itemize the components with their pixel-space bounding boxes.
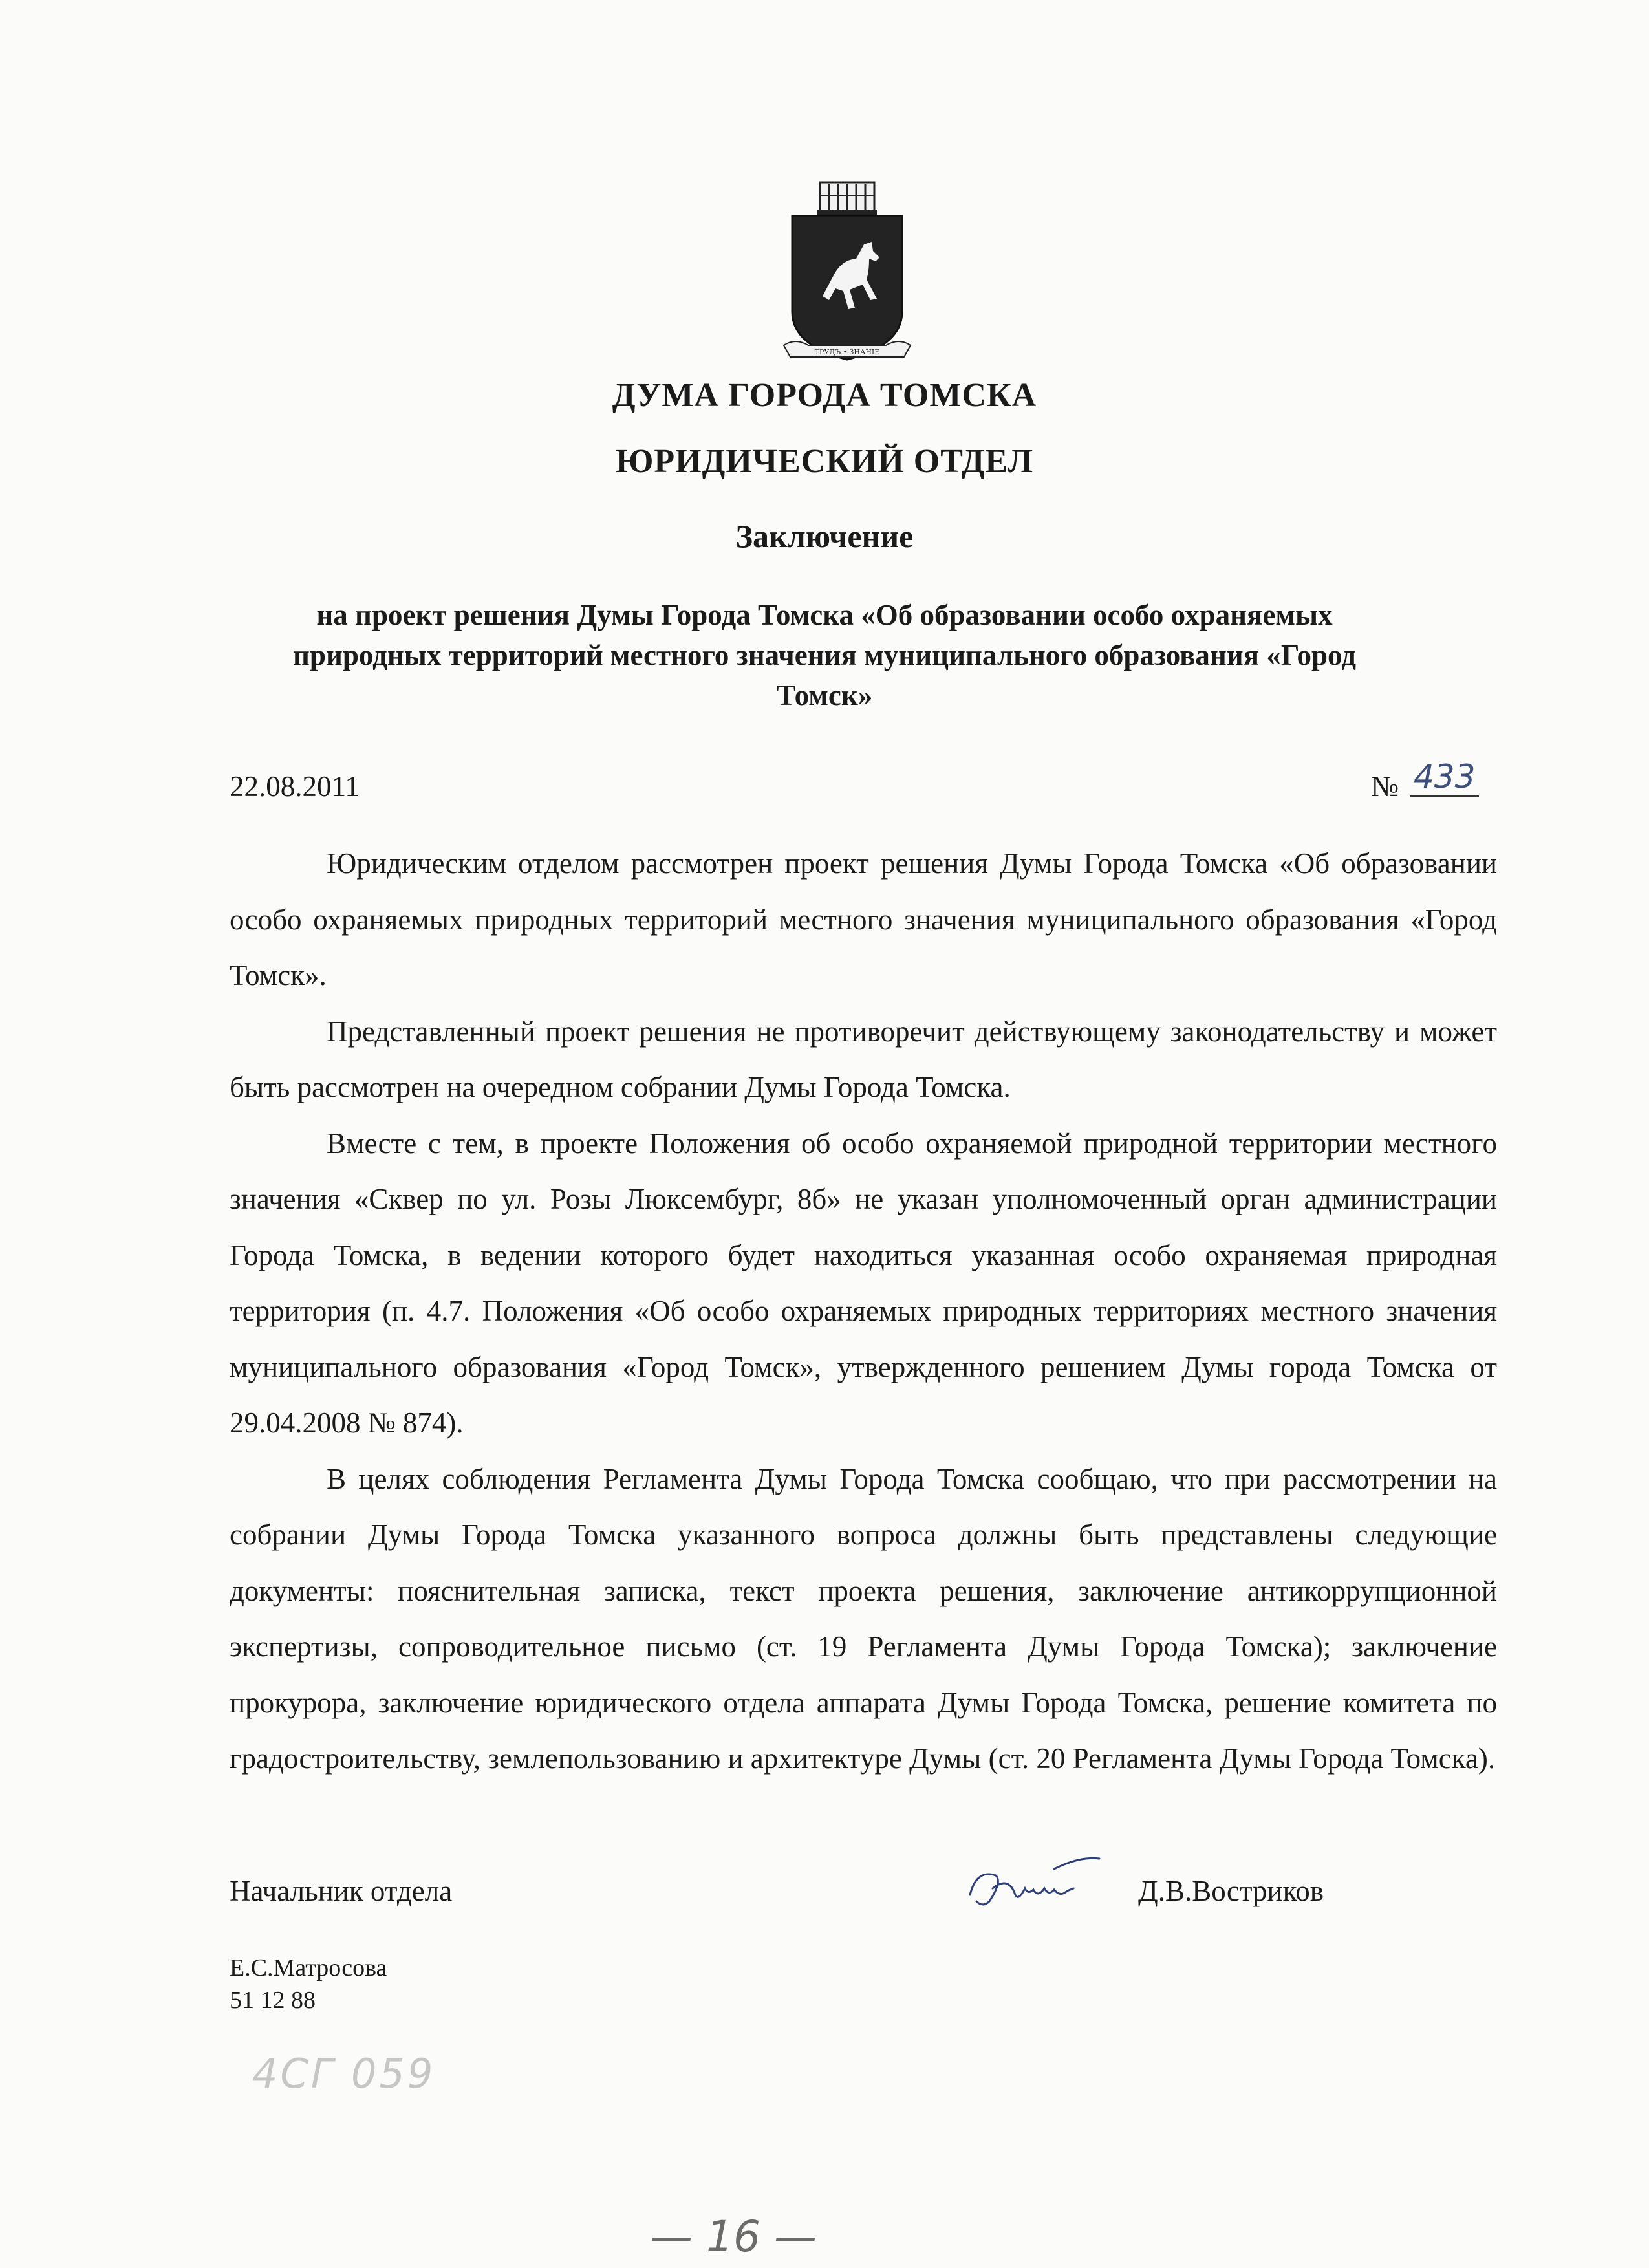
paragraph: Юридическим отделом рассмотрен проект решения Думы Города Томска «Об образовании особо охраняемых природных территорий местного значения муниципального образования «Город Томск».	[230, 847, 1497, 991]
paragraph: В целях соблюдения Регламента Думы Города Томска сообщаю, что при рассмотрении на собрании Думы Города Томска указанного вопроса должны быть представлены следующие документы: пояснительная записка, текст проекта решения, заключение антикоррупционной экспертизы, сопроводительное письмо (ст. 19 Регламента Думы Города Томска); заключение прокурора, заключение юридического отдела аппарата Думы Города Томска, решение комитета по градостроительству, землепользованию и архитектуре Думы (ст. 20 Регламента Думы Города Томска).	[230, 1462, 1497, 1775]
paragraph: Вместе с тем, в проекте Положения об особо охраняемой природной территории местного значения «Сквер по ул. Розы Люксембург, 8б» не указан уполномоченный орган администрации Города Томска, в ведении которого будет находиться указанная особо охраняемая природная территория (п. 4.7. Положения «Об особо охраняемых природных территориях местного значения муниципального образования «Город Томск», утвержденного решением Думы города Томска от 29.04.2008 № 874).	[230, 1127, 1497, 1439]
tomsk-coat-of-arms-icon	[782, 176, 912, 370]
page-number: — 16 —	[650, 2212, 817, 2262]
signatory-role: Начальник отдела	[230, 1875, 453, 1907]
department-title: ЮРИДИЧЕСКИЙ ОТДЕЛ	[615, 443, 1034, 480]
executor-info	[230, 1952, 387, 2016]
executor-phone: 51 12 88	[230, 1987, 316, 2014]
document-number: 433	[1410, 758, 1479, 797]
document-date: 22.08.2011	[230, 770, 360, 803]
crown-icon	[817, 182, 877, 215]
number-label: №	[1371, 770, 1399, 803]
document-type: Заключение	[735, 518, 914, 554]
motto-text: ТРУДЪ • ЗНАНІЕ	[814, 348, 880, 356]
body-text	[230, 836, 1497, 1787]
signatory-name: Д.В.Востриков	[1138, 1875, 1324, 1907]
executor-name: Е.С.Матросова	[230, 1954, 387, 1982]
handwritten-registration-number: 4СГ 059	[252, 2050, 436, 2097]
document-subject: на проект решения Думы Города Томска «Об образовании особо охраняемых природных территорий местного значения муниципального образования «Город Томск»	[292, 599, 1357, 711]
paragraph: Представленный проект решения не противоречит действующему законодательству и может быть рассмотрен на очередном собрании Думы Города Томска.	[230, 1015, 1497, 1103]
organization-title: ДУМА ГОРОДА ТОМСКА	[612, 377, 1037, 414]
handwritten-signature-icon	[957, 1850, 1106, 1921]
